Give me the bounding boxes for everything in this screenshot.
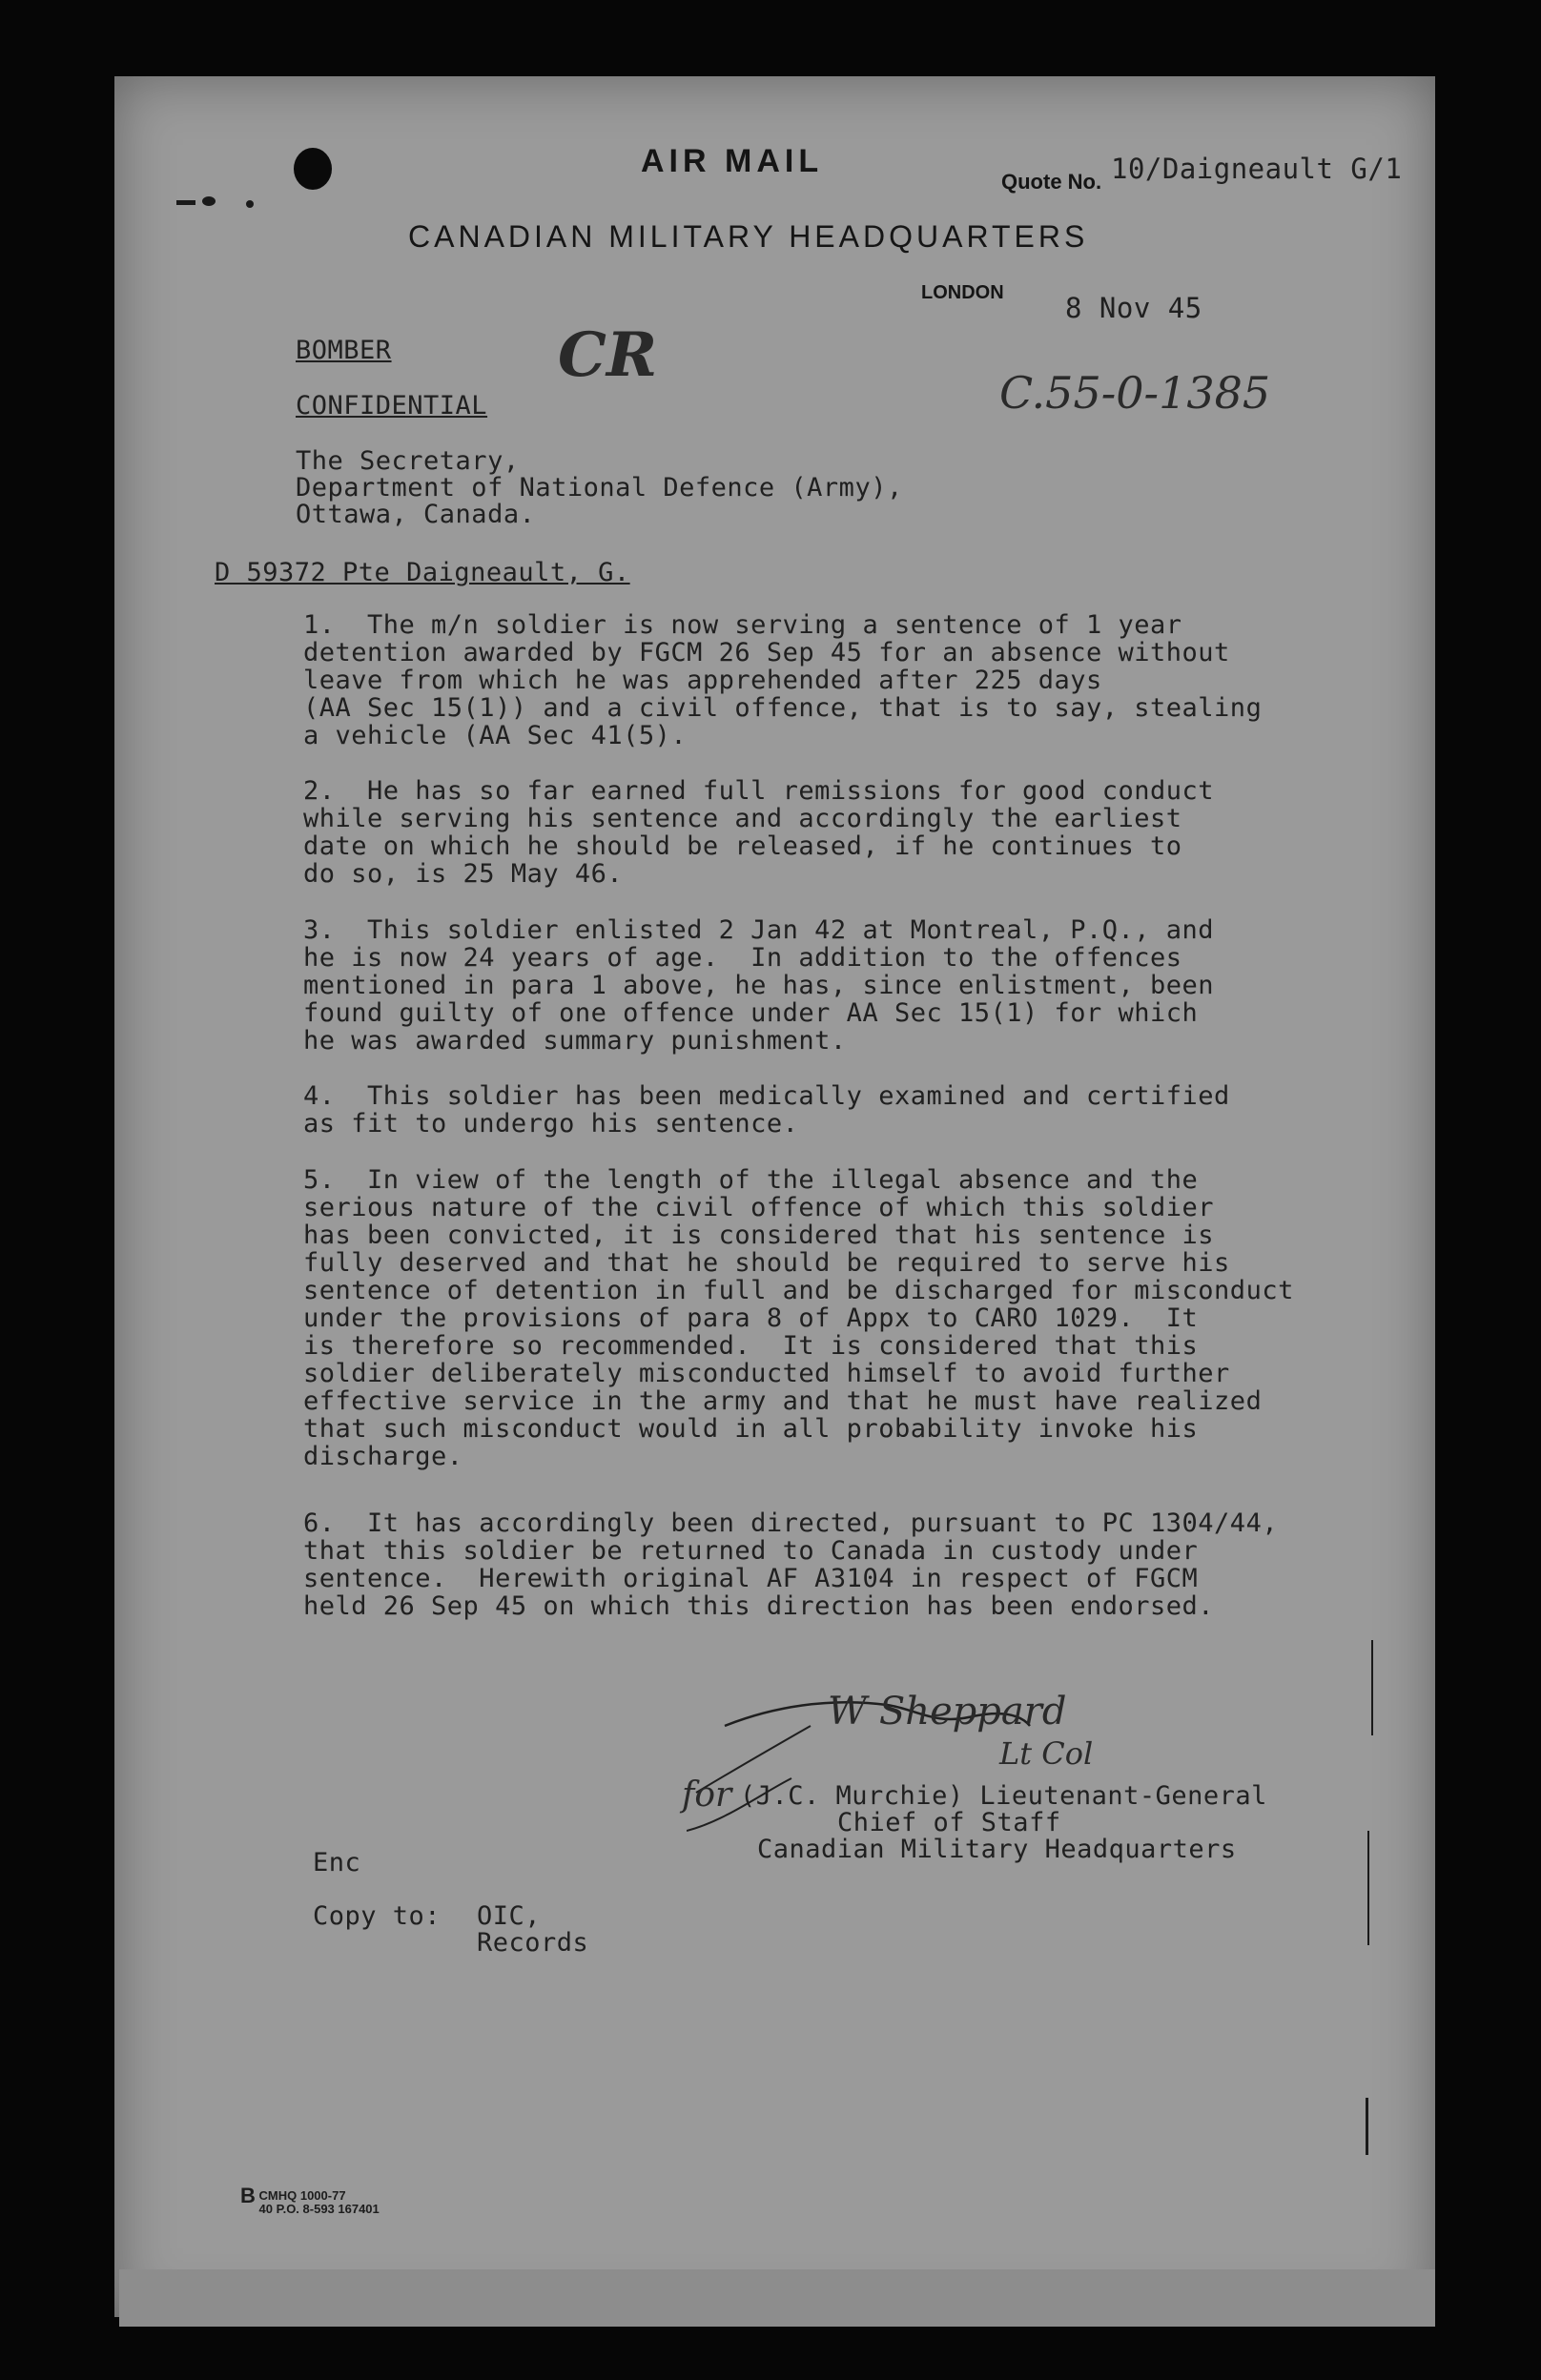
paragraph-line: that such misconduct would in all probability invoke his — [303, 1414, 1199, 1444]
quote-label: Quote No. — [1001, 170, 1102, 194]
copy-to-recipient: OIC, — [477, 1901, 542, 1931]
paragraph-line: as fit to undergo his sentence. — [303, 1109, 799, 1139]
paragraph-line: he is now 24 years of age. In addition to the offences — [303, 943, 1182, 973]
paragraph-line: that this soldier be returned to Canada in custody under — [303, 1536, 1199, 1566]
paragraph-line: leave from which he was apprehended after 225 days — [303, 666, 1102, 695]
form-stamp-line: 40 P.O. 8-593 167401 — [258, 2202, 380, 2216]
paragraph-line: (AA Sec 15(1)) and a civil offence, that is to say, stealing — [303, 693, 1263, 723]
paragraph-line: while serving his sentence and accordingly the earliest — [303, 804, 1182, 833]
paragraph-line: sentence. Herewith original AF A3104 in respect of FGCM — [303, 1564, 1199, 1593]
paragraph-line: 6. It has accordingly been directed, pursuant to PC 1304/44, — [303, 1508, 1279, 1538]
paragraph-line: under the provisions of para 8 of Appx to CARO 1029. It — [303, 1303, 1199, 1333]
form-stamp-line: CMHQ 1000-77 — [258, 2188, 346, 2203]
paragraph-line: date on which he should be released, if he continues to — [303, 831, 1182, 861]
addressee-line: Ottawa, Canada. — [296, 500, 536, 529]
edge-mark — [176, 200, 195, 205]
margin-mark — [1366, 2098, 1368, 2155]
copy-to-recipient: Records — [477, 1928, 589, 1958]
paragraph-line: 3. This soldier enlisted 2 Jan 42 at Montreal, P.Q., and — [303, 915, 1215, 945]
addressee-line: The Secretary, — [296, 446, 520, 476]
org-heading: CANADIAN MILITARY HEADQUARTERS — [408, 219, 1089, 254]
signature-line: Chief of Staff — [837, 1808, 1061, 1837]
subject-line: D 59372 Pte Daigneault, G. — [215, 558, 630, 587]
paragraph-line: detention awarded by FGCM 26 Sep 45 for an absence without — [303, 638, 1230, 667]
edge-mark — [202, 196, 216, 206]
signature-line: (J.C. Murchie) Lieutenant-General — [740, 1781, 1267, 1811]
paragraph-line: has been convicted, it is considered that his sentence is — [303, 1221, 1215, 1250]
confidential-mark: CONFIDENTIAL — [296, 391, 488, 421]
paragraph-line: held 26 Sep 45 on which this direction has been endorsed. — [303, 1591, 1215, 1621]
quote-number: 10/Daigneault G/1 — [1111, 153, 1403, 185]
paragraph-line: a vehicle (AA Sec 41(5). — [303, 721, 688, 750]
paragraph-line: mentioned in para 1 above, he has, since enlistment, been — [303, 971, 1215, 1000]
paragraph-line: is therefore so recommended. It is considered that this — [303, 1331, 1199, 1361]
addressee-line: Department of National Defence (Army), — [296, 473, 903, 503]
letter-date: 8 Nov 45 — [1065, 292, 1202, 324]
form-stamp — [240, 2184, 380, 2216]
handwritten-rank: Lt Col — [999, 1735, 1094, 1772]
paragraph-line: fully deserved and that he should be required to serve his — [303, 1248, 1230, 1278]
enclosure-note: Enc — [313, 1848, 361, 1877]
paragraph-line: do so, is 25 May 46. — [303, 859, 624, 889]
margin-mark — [1367, 1831, 1369, 1945]
edge-mark — [246, 200, 254, 208]
paragraph-line: soldier deliberately misconducted himself to avoid further — [303, 1359, 1230, 1388]
form-stamp-prefix: B — [240, 2184, 256, 2207]
paragraph-line: serious nature of the civil offence of which this soldier — [303, 1193, 1215, 1222]
paragraph-line: found guilty of one offence under AA Sec 15(1) for which — [303, 998, 1199, 1028]
bomber-mark: BOMBER — [296, 336, 392, 365]
paragraph-line: he was awarded summary punishment. — [303, 1026, 847, 1056]
punch-hole — [294, 148, 332, 190]
paragraph-line: 2. He has so far earned full remissions for good conduct — [303, 776, 1215, 806]
paragraph-line: effective service in the army and that he must have realized — [303, 1386, 1263, 1416]
paragraph-line: 1. The m/n soldier is now serving a sentence of 1 year — [303, 610, 1182, 640]
signature-line: Canadian Military Headquarters — [757, 1835, 1237, 1864]
location: LONDON — [921, 282, 1004, 303]
handwritten-initials: CR — [558, 319, 658, 391]
margin-mark — [1371, 1640, 1373, 1735]
paragraph-line: discharge. — [303, 1442, 463, 1471]
paragraph-line: 4. This soldier has been medically examined and certified — [303, 1081, 1230, 1111]
handwritten-signature: W Sheppard — [828, 1690, 1067, 1734]
paragraph-line: 5. In view of the length of the illegal absence and the — [303, 1165, 1199, 1195]
copy-to-label: Copy to: — [313, 1901, 442, 1931]
sheet-bottom-edge — [119, 2269, 1435, 2327]
handwritten-for: for — [682, 1775, 732, 1815]
paragraph-line: sentence of detention in full and be discharged for misconduct — [303, 1276, 1294, 1305]
handwritten-file-number: C.55-0-1385 — [999, 367, 1271, 419]
air-mail-heading: AIR MAIL — [641, 143, 824, 179]
